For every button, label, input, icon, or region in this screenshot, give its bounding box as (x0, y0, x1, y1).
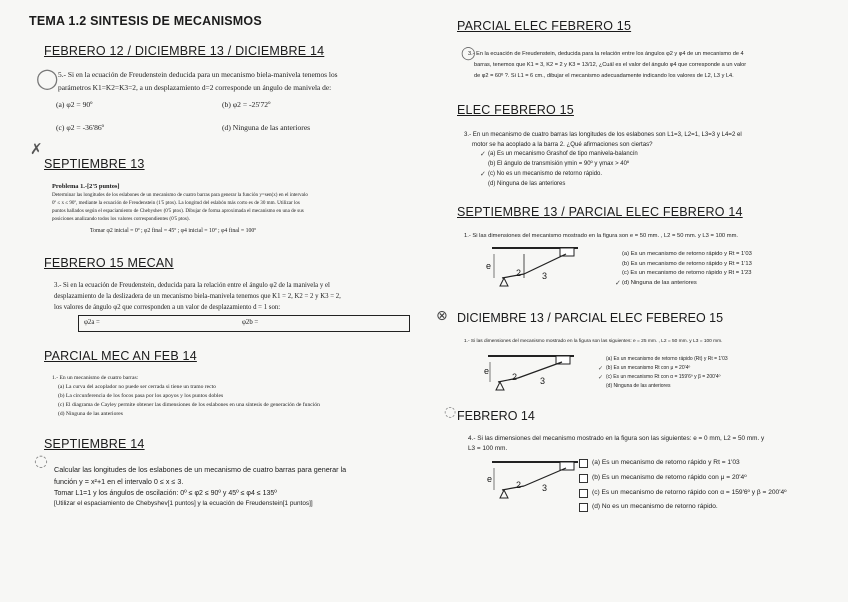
sep14-line3: Tomar L1=1 y los ángulos de oscilación: 0º ≤ φ2 ≤ 90º y 45º ≤ φ4 ≤ 135º (54, 490, 277, 497)
dic13-option-b: (b) Es un mecanismo Rt con μ = 20'4º (606, 365, 691, 371)
dic13-option-a: (a) Es un mecanismo de retorno rápido (Rt) y Rt = 1'03 (606, 356, 728, 362)
pfeb15-line1: 3.- En la ecuación de Freudenstein, deducida para la relación entre los ángulos φ2 y φ4 de un mecanismo de 4 (468, 51, 744, 57)
rsep13-question: 1.- Si las dimensiones del mecanismo mostrado en la figura son e = 50 mm. , L2 = 50 mm. y L3 = 100 mm. (464, 233, 739, 239)
efeb15-line1: 3.- En un mecanismo de cuatro barras las longitudes de los eslabones son L1=3, L2=1, L3=3 y L4=2 el (464, 131, 742, 138)
pfeb14-option-d: (d) Ninguna de las anteriores (58, 411, 123, 417)
feb12-option-d: (d) Ninguna de las anteriores (222, 123, 311, 132)
fig3-label-e: e (487, 474, 493, 484)
check-mark-icon: ✓ (480, 150, 486, 158)
pfeb14-option-a: (a) La curva del acoplador no puede ser cerrada si tiene un tramo recto (58, 384, 216, 390)
feb14-option-a: (a) Es un mecanismo de retorno rápido y Rt = 1'03 (592, 459, 740, 466)
efeb15-option-b: (b) El ángulo de transmisión γmin = 90º y γmax > 40º (488, 161, 630, 167)
sep13-line3: puntos hallados según el espaciamiento de Chebyshev (0'5 ptos). Dibujar de forma aproximada el mecanismo en una de sus (52, 208, 304, 214)
sep14-line1: Calcular las longitudes de los eslabones de un mecanismo de cuatro barras para generar la (54, 465, 347, 474)
fig1-label-e: e (486, 261, 492, 271)
feb14-checkbox-a[interactable] (579, 459, 588, 468)
rsep13-option-b: (b) Es un mecanismo de retorno rápido y Rt = 1'13 (622, 261, 752, 267)
check-mark-icon: ✓ (598, 374, 604, 381)
circle-mark-icon: ◯ (36, 66, 59, 90)
heading-feb12: FEBRERO 12 / DICIEMBRE 13 / DICIEMBRE 14 (44, 44, 325, 58)
feb14-checkbox-d[interactable] (579, 503, 588, 512)
efeb15-line2: motor se ha acoplado a la barra 2. ¿Qué afirmaciones son ciertas? (472, 141, 653, 148)
fig3-label-3: 3 (542, 483, 548, 493)
check-mark-icon: ✓ (598, 365, 604, 372)
page-title: TEMA 1.2 SINTESIS DE MECANISMOS (29, 14, 262, 28)
sep14-line4: [Utilizar el espaciamiento de Chebyshev[1 puntos] y la ecuación de Freudenstein[1 puntos]] (54, 500, 313, 507)
fig2-label-e: e (484, 366, 490, 376)
circle-mark-icon: ◌ (444, 404, 457, 420)
sep13-line4: posiciones analizando todos los valores correspondientes (0'5 ptos). (52, 216, 190, 222)
feb12-option-b: (b) φ2 = -25'72º (222, 100, 271, 109)
fig1-label-3: 3 (542, 271, 548, 281)
slider-crank-figure-1 (486, 244, 636, 294)
feb14-option-b: (b) Es un mecanismo de retorno rápido con μ = 20'4º (592, 474, 747, 481)
feb14-option-d: (d) No es un mecanismo de retorno rápido. (592, 503, 718, 510)
feb14-option-c: (c) Es un mecanismo de retorno rápido con α = 159'6º y β = 200'4º (592, 489, 787, 496)
pfeb14-option-b: (b) La circunferencia de los focos pasa por los apoyos y los puntos dobles (58, 393, 224, 399)
sep14-line2: función y = x²+1 en el intervalo 0 ≤ x ≤ 3. (54, 477, 184, 486)
efeb15-option-d: (d) Ninguna de las anteriores (488, 181, 566, 187)
slash-mark-icon: ◌ (34, 451, 48, 470)
dic13-option-d: (d) Ninguna de las anteriores (606, 383, 671, 389)
efeb15-option-c: (c) No es un mecanismo de retorno rápido. (488, 171, 603, 177)
feb15-answer-b: φ2b = (242, 319, 259, 326)
heading-feb14: FEBRERO 14 (457, 409, 535, 423)
fig1-label-2: 2 (516, 268, 522, 278)
sep13-line2: 0º ≤ x ≤ 90º, mediante la ecuación de Freudenstein (1'5 ptos). La longitud del eslabón más corto es de 30 mm. Utilizar los (52, 200, 300, 206)
feb15-line3: los valores de ángulo φ2 que corresponden a un valor de desplazamiento d = 1 son: (54, 304, 281, 311)
pfeb14-question: 1.- En un mecanismo de cuatro barras: (52, 375, 139, 381)
feb14-checkbox-c[interactable] (579, 489, 588, 498)
pfeb15-line2: barras, tenemos que K1 = 3, K2 = 2 y K3 = 13/12, ¿Cuál es el valor del ángulo φ4 que corresponde a un valor (474, 62, 747, 68)
feb14-line1: 4.- Si las dimensiones del mecanismo mostrado en la figura son las siguientes: e = 0 mm, L2 = 50 mm. y (468, 435, 765, 442)
rsep13-option-a: (a) Es un mecanismo de retorno rápido y Rt = 1'03 (622, 251, 752, 257)
sep13-line5: Tomar φ2 inicial = 0º ; φ2 final = 45º ; φ4 inicial = 10º ; φ4 final = 100º (90, 228, 257, 234)
rsep13-option-c: (c) Es un mecanismo de retorno rápido y Rt = 1'23 (622, 270, 752, 276)
feb12-question-line2: parámetros K1=K2=K3=2, a un desplazamiento d=2 corresponde un ángulo de manivela de: (58, 83, 332, 92)
check-mark-icon: ✓ (480, 170, 486, 178)
fig2-label-3: 3 (540, 376, 546, 386)
heading-dic13-parcial-elec-feb15: DICIEMBRE 13 / PARCIAL ELEC FEBEREO 15 (457, 311, 724, 325)
feb15-line2: desplazamiento de la deslizadera de un mecanismo biela-manivela tenemos que K1 = 2, K2 = 2 y K3 = 2, (54, 293, 341, 300)
heading-sep14: SEPTIEMBRE 14 (44, 437, 145, 451)
circle-mark-icon: ◯ (461, 46, 476, 61)
check-mark-icon: ✓ (615, 279, 621, 287)
heading-elec-feb15: ELEC FEBRERO 15 (457, 103, 574, 117)
dic13-question: 1.- Si las dimensiones del mecanismo mostrado en la figura son las siguientes: e = 25 mm. , L2 = 50 mm. y L3 = 100 mm. (464, 339, 723, 344)
heading-parcial-elec-feb15: PARCIAL ELEC FEBRERO 15 (457, 19, 632, 33)
feb14-line2: L3 = 100 mm. (468, 445, 508, 452)
sep13-problem-title: Problema 1.-[2'5 puntos] (52, 183, 120, 190)
feb12-option-c: (c) φ2 = -36'86º (56, 123, 105, 132)
cross-mark-icon: ✗ (30, 140, 43, 158)
heading-feb15-mecan: FEBRERO 15 MECAN (44, 256, 174, 270)
sep13-line1: Determinar las longitudes de los eslabones de un mecanismo de cuatro barras para generar la función y=sen(x) en el intervalo (52, 192, 308, 198)
feb14-checkbox-b[interactable] (579, 474, 588, 483)
pfeb15-line3: de φ2 = 60º ?. Si L1 = 6 cm., dibujar el mecanismo adecuadamente indicando los valores de L2, L3 y L4. (474, 73, 734, 79)
efeb15-option-a: (a) Es un mecanismo Grashof de tipo manivela-balancín (488, 151, 638, 157)
heading-parcial-mecan-feb14: PARCIAL MEC AN FEB 14 (44, 349, 197, 363)
heading-sep13: SEPTIEMBRE 13 (44, 157, 145, 171)
fig2-label-2: 2 (512, 372, 518, 382)
heading-sep13-parcial-elec-feb14: SEPTIEMBRE 13 / PARCIAL ELEC FEBRERO 14 (457, 205, 743, 219)
fig3-label-2: 2 (516, 480, 522, 490)
rsep13-option-d: (d) Ninguna de las anteriores (622, 280, 697, 286)
dic13-option-c: (c) Es un mecanismo Rt con α = 159'6º y β = 200'4º (606, 374, 721, 380)
pfeb14-option-c: (c) El diagrama de Cayley permite obtener las dimensiones de los eslabones en una síntesis de generación de función (58, 402, 320, 408)
circled-x-icon: ⊗ (436, 308, 448, 324)
feb15-answer-a: φ2a = (84, 319, 100, 326)
feb12-question-line1: 5.- Si en la ecuación de Freudenstein deducida para un mecanismo biela-manivela tenemos los (58, 70, 338, 79)
feb15-line1: 3.- Si en la ecuación de Freudenstein, deducida para la relación entre el ángulo φ2 de la manivela y el (54, 282, 330, 289)
feb12-option-a: (a) φ2 = 90º (56, 100, 93, 109)
